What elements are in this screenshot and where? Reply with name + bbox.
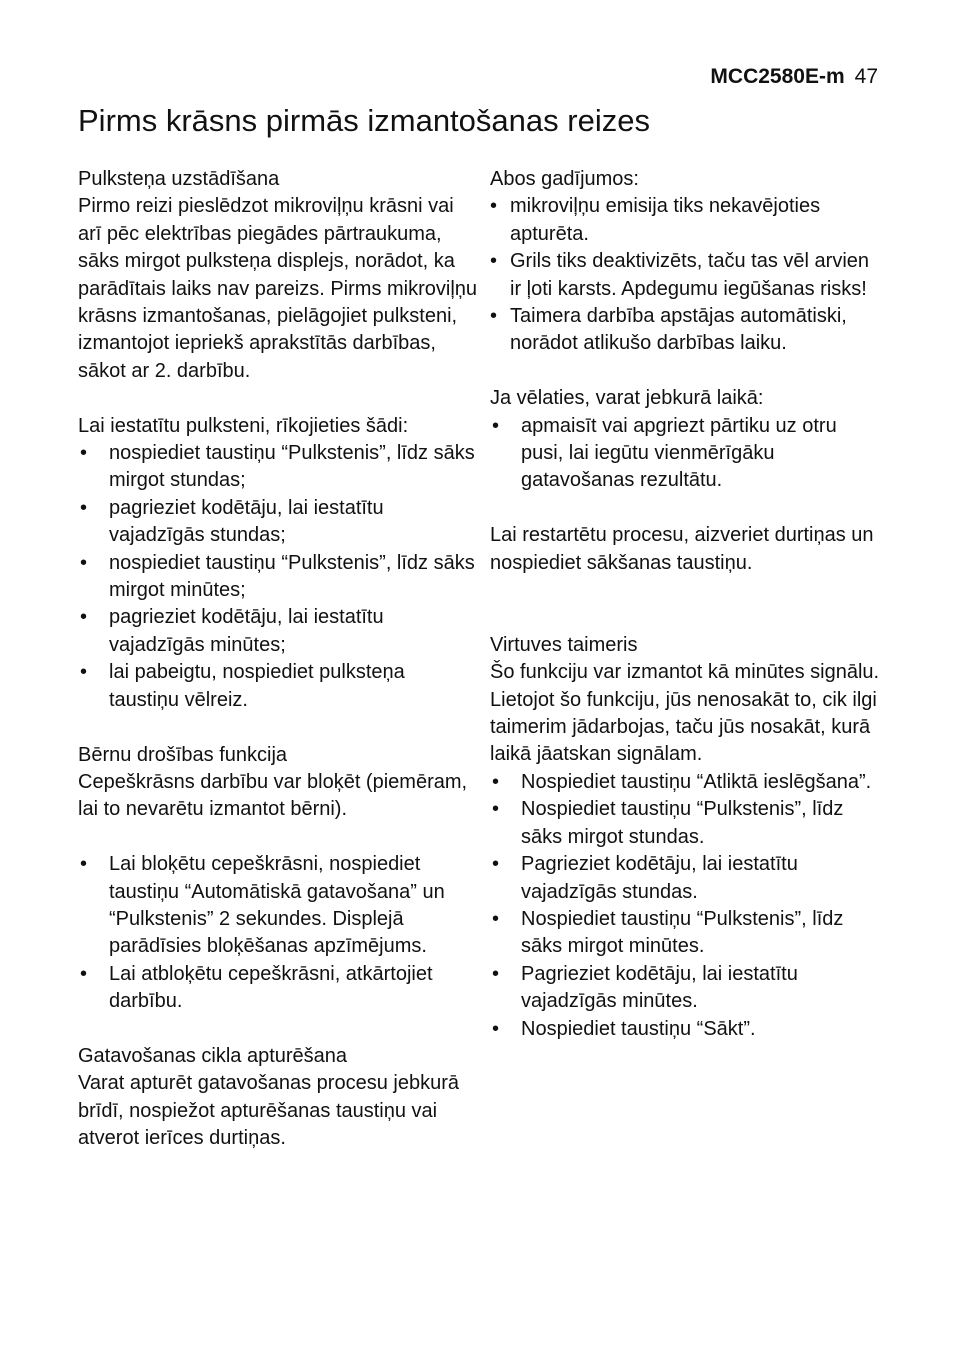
paragraph: Pirmo reizi pieslēdzot mikroviļņu krāsni vai arī pēc elektrības piegādes pārtraukuma, sāks mirgot pulksteņa displejs, norādot, ka parādītais laiks nav pareizs. Pirms mikroviļņu krāsns izmantošanas, pielāgojiet pulksteni, izmantojot iepriekš aprakstītās darbības, sākot ar 2. darbību.	[78, 195, 478, 382]
child-lock-steps-list	[78, 851, 478, 1015]
both-cases-section	[490, 166, 882, 358]
list-item: • Nospiediet taustiņu “Pulkstenis”, līdz sāks mirgot stundas.	[490, 796, 882, 851]
list-item: • Taimera darbība apstājas automātiski, norādot atlikušo darbības laiku.	[490, 303, 882, 358]
list-item: • pagrieziet kodētāju, lai iestatītu vajadzīgās stundas;	[78, 495, 478, 550]
section-heading: Bērnu drošības funkcija	[78, 743, 288, 766]
list-item: • apmaisīt vai apgriezt pārtiku uz otru pusi, lai iegūtu vienmērīgāku gatavošanas rezultātu.	[490, 413, 882, 495]
list-intro: Lai iestatītu pulksteni, rīkojieties šādi:	[78, 414, 409, 437]
page-number: 47	[854, 65, 878, 88]
clock-steps-list	[78, 440, 478, 714]
anytime-section	[490, 385, 882, 495]
list-item: • Pagrieziet kodētāju, lai iestatītu vajadzīgās stundas.	[490, 851, 882, 906]
kitchen-timer-section	[490, 632, 882, 1043]
list-item: • Grils tiks deaktivizēts, taču tas vēl arvien ir ļoti karsts. Apdegumu iegūšanas risks!	[490, 248, 882, 303]
anytime-list	[490, 413, 882, 495]
paragraph: Varat apturēt gatavošanas procesu jebkurā brīdī, nospiežot apturēšanas taustiņu vai atverot ierīces durtiņas.	[78, 1072, 459, 1150]
list-item: • mikroviļņu emisija tiks nekavējoties apturēta.	[490, 193, 882, 248]
list-item: • Lai bloķētu cepeškrāsni, nospiediet taustiņu “Automātiskā gatavošana” un “Pulkstenis” 2 sekundes. Displejā parādīsies bloķēšanas apzīmējums.	[78, 851, 478, 961]
section-heading: Virtuves taimeris	[490, 633, 638, 656]
list-item: • Nospiediet taustiņu “Sākt”.	[490, 1016, 882, 1043]
list-item: • nospiediet taustiņu “Pulkstenis”, līdz sāks mirgot minūtes;	[78, 550, 478, 605]
restart-paragraph: Lai restartētu procesu, aizveriet durtiņas un nospiediet sākšanas taustiņu.	[490, 524, 874, 574]
list-item: • Nospiediet taustiņu “Atliktā ieslēgšana”.	[490, 769, 882, 796]
list-item: • Lai atbloķētu cepeškrāsni, atkārtojiet darbību.	[78, 961, 478, 1016]
paragraph: Šo funkciju var izmantot kā minūtes signālu. Lietojot šo funkciju, jūs nenosakāt to, cik ilgi taimerim jādarbojas, taču jūs nosakāt, kurā laikā jāatskan signālam.	[490, 661, 880, 766]
list-item: • lai pabeigtu, nospiediet pulksteņa taustiņu vēlreiz.	[78, 659, 478, 714]
left-column	[78, 166, 478, 1153]
list-item: • nospiediet taustiņu “Pulkstenis”, līdz sāks mirgot stundas;	[78, 440, 478, 495]
list-item: • Pagrieziet kodētāju, lai iestatītu vajadzīgās minūtes.	[490, 961, 882, 1016]
page-header	[710, 63, 878, 91]
list-intro: Ja vēlaties, varat jebkurā laikā:	[490, 387, 764, 410]
both-cases-list	[490, 193, 882, 357]
list-intro: Abos gadījumos:	[490, 168, 639, 190]
model-number: MCC2580E-m	[710, 65, 845, 88]
clock-setting-section	[78, 166, 478, 714]
stop-cycle-section	[78, 1043, 478, 1153]
right-column	[490, 166, 882, 1043]
kitchen-timer-steps-list	[490, 769, 882, 1043]
list-item: • Nospiediet taustiņu “Pulkstenis”, līdz sāks mirgot minūtes.	[490, 906, 882, 961]
child-lock-section	[78, 742, 478, 1016]
paragraph: Cepeškrāsns darbību var bloķēt (piemēram, lai to nevarētu izmantot bērni).	[78, 770, 468, 821]
list-item: • pagrieziet kodētāju, lai iestatītu vajadzīgās minūtes;	[78, 604, 478, 659]
section-heading: Gatavošanas cikla apturēšana	[78, 1044, 348, 1067]
section-heading: Pulksteņa uzstādīšana	[78, 168, 280, 190]
page-title: Pirms krāsns pirmās izmantošanas reizes	[78, 103, 650, 138]
